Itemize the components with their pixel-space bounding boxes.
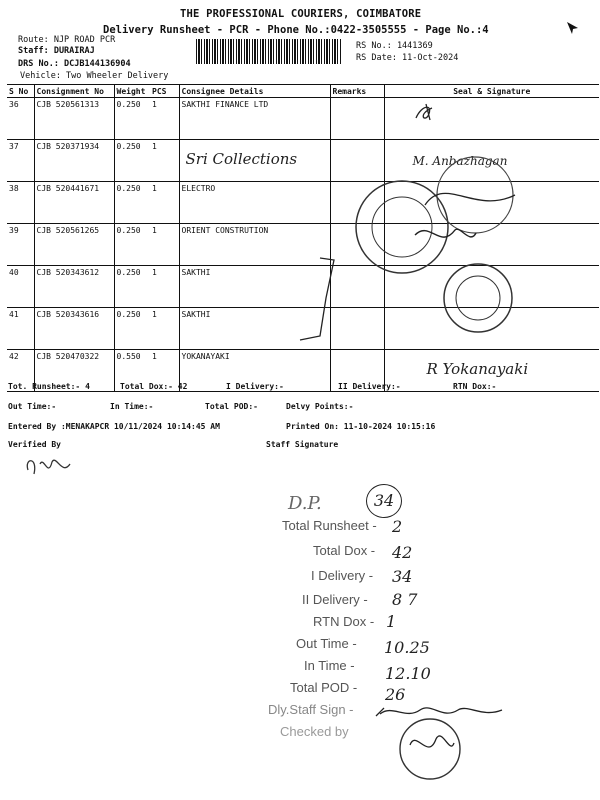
note-value: 26	[385, 685, 406, 704]
table-row	[7, 350, 599, 392]
cell-consignment: CJB 520561265	[34, 224, 114, 266]
cell-consignment: CJB 520561313	[34, 98, 114, 140]
table-row	[7, 98, 599, 140]
ii-delivery: II Delivery:-	[338, 382, 401, 391]
table-header-row	[7, 85, 599, 98]
note-label: Out Time -	[296, 636, 357, 651]
note-label: Checked by	[280, 724, 349, 739]
note-value: 34	[392, 567, 413, 586]
total-dox: Total Dox:- 42	[120, 382, 188, 391]
corner-arrow-icon	[565, 20, 581, 36]
cell-consignment: CJB 520470322	[34, 350, 114, 392]
col-header-sno: S No	[7, 85, 34, 98]
col-header-consignee: Consignee Details	[179, 85, 330, 98]
col-header-weight: Weight	[114, 85, 150, 98]
cell-weight: 0.250	[114, 140, 150, 182]
cell-pcs: 1	[150, 98, 179, 140]
dp-circle	[366, 484, 402, 518]
cell-sno: 37	[7, 140, 34, 182]
note-label: Total Dox -	[313, 543, 376, 558]
note-label: In Time -	[304, 658, 355, 673]
col-header-pcs: PCS	[150, 85, 179, 98]
cell-consignment: CJB 520441671	[34, 182, 114, 224]
note-label: II Delivery -	[302, 592, 368, 607]
dp-label: D.P.	[288, 493, 322, 514]
note-value: 10.25	[384, 638, 430, 657]
cell-pcs: 1	[150, 182, 179, 224]
cell-weight: 0.250	[114, 224, 150, 266]
cell-sno: 39	[7, 224, 34, 266]
cell-signature	[384, 98, 599, 140]
cell-sno: 38	[7, 182, 34, 224]
cell-pcs: 1	[150, 350, 179, 392]
bracket-scribble	[290, 250, 340, 350]
col-header-remarks: Remarks	[330, 85, 384, 98]
cell-pcs: 1	[150, 308, 179, 350]
verified-by: Verified By	[8, 440, 61, 449]
cell-weight: 0.250	[114, 182, 150, 224]
cell-weight: 0.250	[114, 98, 150, 140]
note-value: 8 7	[392, 590, 418, 609]
drs-label: DRS No.: DCJB144136904	[18, 59, 131, 69]
rs-number: RS No.: 1441369	[356, 41, 433, 51]
delvy-points: Delvy Points:-	[286, 402, 354, 411]
tot-runsheet: Tot. Runsheet:- 4	[8, 382, 90, 391]
cell-consignee	[179, 140, 330, 182]
route-label: Route: NJP ROAD PCR	[18, 35, 116, 45]
note-label: RTN Dox -	[313, 614, 375, 629]
in-time: In Time:-	[110, 402, 154, 411]
printed-on: Printed On: 11-10-2024 10:15:16	[286, 422, 436, 431]
cell-sno: 40	[7, 266, 34, 308]
note-value: 1	[386, 612, 397, 631]
out-time: Out Time:-	[8, 402, 57, 411]
cell-consignee: SAKTHI	[179, 266, 330, 308]
rs-date: RS Date: 11-Oct-2024	[356, 53, 459, 63]
note-value: 2	[392, 517, 403, 536]
signature-handwritten: M. Anbazhagan	[412, 154, 508, 168]
barcode-image	[196, 39, 342, 64]
cell-consignee: ELECTRO	[179, 182, 330, 224]
cell-weight: 0.250	[114, 308, 150, 350]
cell-remarks	[330, 98, 384, 140]
col-header-signature: Seal & Signature	[384, 85, 599, 98]
staff-signature-label: Staff Signature	[266, 440, 339, 449]
cell-consignment: CJB 520371934	[34, 140, 114, 182]
cell-consignment: CJB 520343612	[34, 266, 114, 308]
checked-stamp	[392, 715, 472, 785]
cell-sno: 42	[7, 350, 34, 392]
i-delivery: I Delivery:-	[226, 382, 284, 391]
cell-consignee: YOKANAYAKI	[179, 350, 330, 392]
note-label: I Delivery -	[311, 568, 374, 583]
cell-sno: 36	[7, 98, 34, 140]
verified-signature	[22, 450, 78, 484]
col-header-consignment: Consignment No	[34, 85, 114, 98]
cell-consignee: ORIENT CONSTRUTION	[179, 224, 330, 266]
cell-pcs: 1	[150, 266, 179, 308]
cell-pcs: 1	[150, 140, 179, 182]
cell-weight: 0.250	[114, 266, 150, 308]
cell-sno: 41	[7, 308, 34, 350]
cell-consignee: SAKTHI FINANCE LTD	[179, 98, 330, 140]
dp-value: 34	[373, 491, 395, 510]
note-value: 42	[392, 543, 413, 562]
signature-handwritten: R Yokanayaki	[426, 360, 529, 378]
signature-scribble	[410, 215, 480, 255]
runsheet-subtitle: Delivery Runsheet - PCR - Phone No.:0422-3505555 - Page No.:4	[103, 24, 489, 36]
note-label: Dly.Staff Sign -	[268, 702, 354, 717]
entered-by: Entered By :MENAKAPCR 10/11/2024 10:14:45 AM	[8, 422, 220, 431]
handwritten-consignee: Sri Collections	[185, 150, 298, 168]
sakthi-stamp	[440, 260, 520, 340]
company-title: THE PROFESSIONAL COURIERS, COIMBATORE	[180, 8, 422, 20]
signature-scribble	[412, 100, 442, 124]
note-label: Total Runsheet -	[282, 518, 377, 533]
cell-consignee: SAKTHI	[179, 308, 330, 350]
staff-label: Staff: DURAIRAJ	[18, 46, 95, 56]
vehicle-label: Vehicle: Two Wheeler Delivery	[20, 71, 169, 81]
note-label: Total POD -	[290, 680, 358, 695]
note-value: 12.10	[385, 664, 431, 683]
cell-weight: 0.550	[114, 350, 150, 392]
total-pod: Total POD:-	[205, 402, 258, 411]
cell-pcs: 1	[150, 224, 179, 266]
rtn-dox: RTN Dox:-	[453, 382, 497, 391]
cell-consignment: CJB 520343616	[34, 308, 114, 350]
